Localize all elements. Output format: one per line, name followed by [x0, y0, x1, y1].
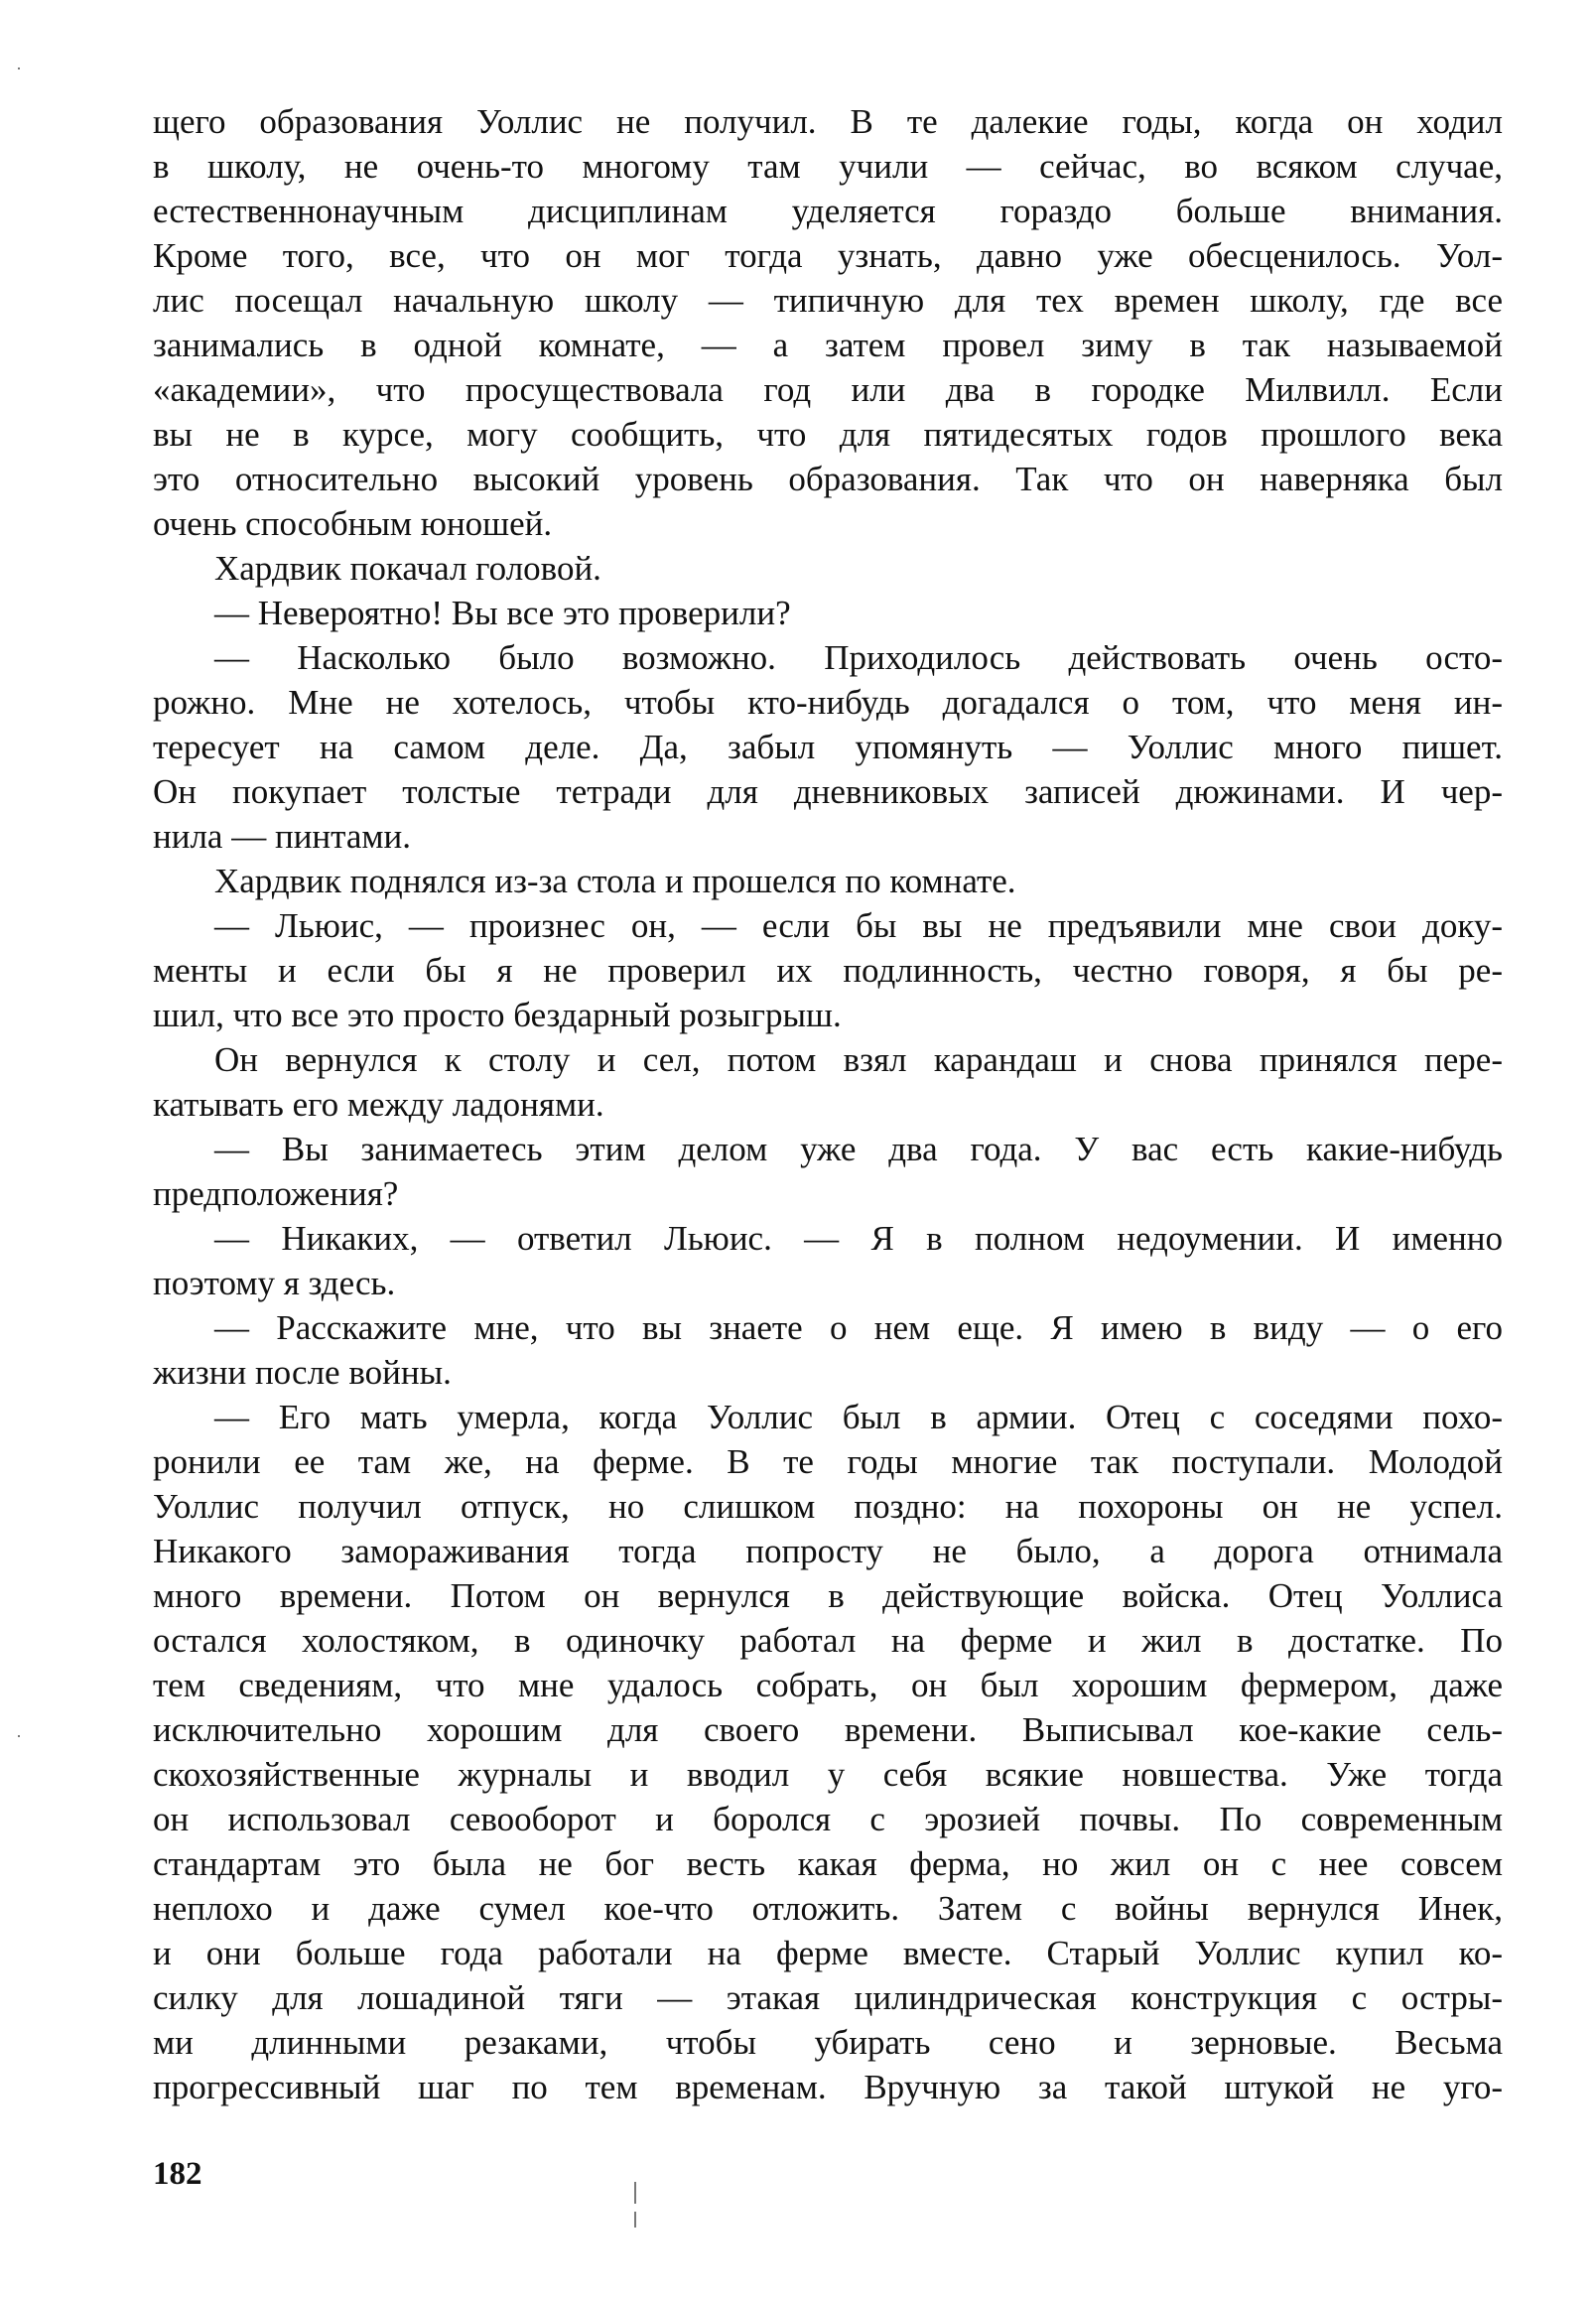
text-line: тем сведениям, что мне удалось собрать, он был хорошим фермером, даже: [153, 1666, 1503, 1704]
text-line: Уоллис получил отпуск, но слишком поздно: на похороны он не успел.: [153, 1487, 1503, 1526]
scan-mark-bottom: [634, 2182, 636, 2204]
text-line: менты и если бы я не проверил их подлинность, честно говоря, я бы ре-: [153, 951, 1503, 990]
text-line: ми длинными резаками, чтобы убирать сено и зерновые. Весьма: [153, 2023, 1503, 2062]
text-line: остался холостяком, в одиночку работал на ферме и жил в достатке. По: [153, 1621, 1503, 1660]
text-line: очень способным юношей.: [153, 504, 553, 543]
text-line: Кроме того, все, что он мог тогда узнать, давно уже обесценилось. Уол-: [153, 236, 1503, 275]
text-line: щего образования Уоллис не получил. В те далекие годы, когда он ходил: [153, 102, 1503, 141]
text-line: лис посещал начальную школу — типичную для тех времен школу, где все: [153, 281, 1503, 320]
text-line: «академии», что просуществовала год или два в городке Милвилл. Если: [153, 370, 1503, 409]
text-line: исключительно хорошим для своего времени. Выписывал кое-какие сель-: [153, 1710, 1503, 1749]
scan-mark-top-left: [18, 68, 20, 69]
text-line: Он покупает толстые тетради для дневниковых записей дюжинами. И чер-: [153, 772, 1503, 811]
text-line: он использовал севооборот и боролся с эрозией почвы. По современным: [153, 1800, 1503, 1838]
text-line: рожно. Мне не хотелось, чтобы кто-нибудь догадался о том, что меня ин-: [153, 683, 1503, 722]
text-line: занимались в одной комнате, — а затем провел зиму в так называемой: [153, 326, 1503, 364]
text-line: ронили ее там же, на ферме. В те годы многие так поступали. Молодой: [153, 1442, 1503, 1481]
text-line: шил, что все это просто бездарный розыгрыш.: [153, 996, 842, 1034]
text-line: катывать его между ладонями.: [153, 1085, 604, 1124]
text-line: жизни после войны.: [153, 1353, 452, 1392]
text-line: Хардвик покачал головой.: [214, 549, 601, 588]
text-line: прогрессивный шаг по тем временам. Вручную за такой штукой не уго-: [153, 2068, 1503, 2106]
text-line: — Расскажите мне, что вы знаете о нем еще. Я имею в виду — о его: [214, 1308, 1503, 1347]
text-line: много времени. Потом он вернулся в действующие войска. Отец Уоллиса: [153, 1576, 1503, 1615]
text-line: — Никаких, — ответил Льюис. — Я в полном недоумении. И именно: [214, 1219, 1503, 1258]
text-line: тересует на самом деле. Да, забыл упомянуть — Уоллис много пишет.: [153, 728, 1503, 766]
text-line: — Невероятно! Вы все это проверили?: [214, 594, 791, 632]
page-number: 182: [153, 2156, 202, 2192]
text-line: предположения?: [153, 1174, 399, 1213]
text-line: Никакого замораживания тогда попросту не было, а дорога отнимала: [153, 1532, 1503, 1570]
text-line: неплохо и даже сумел кое-что отложить. Затем с войны вернулся Инек,: [153, 1889, 1503, 1928]
text-line: в школу, не очень-то многому там учили — сейчас, во всяком случае,: [153, 147, 1503, 186]
scan-mark-bottom-lower: [634, 2212, 636, 2228]
text-line: — Льюис, — произнес он, — если бы вы не предъявили мне свои доку-: [214, 906, 1503, 945]
text-line: и они больше года работали на ферме вместе. Старый Уоллис купил ко-: [153, 1934, 1503, 1972]
scan-mark-left: [18, 1735, 20, 1737]
text-line: поэтому я здесь.: [153, 1264, 396, 1302]
text-line: вы не в курсе, могу сообщить, что для пятидесятых годов прошлого века: [153, 415, 1503, 454]
text-line: это относительно высокий уровень образования. Так что он наверняка был: [153, 460, 1503, 498]
text-line: скохозяйственные журналы и вводил у себя всякие новшества. Уже тогда: [153, 1755, 1503, 1794]
text-line: — Его мать умерла, когда Уоллис был в армии. Отец с соседями похо-: [214, 1398, 1503, 1436]
text-line: Он вернулся к столу и сел, потом взял карандаш и снова принялся пере-: [214, 1040, 1503, 1079]
text-line: силку для лошадиной тяги — этакая цилиндрическая конструкция с остры-: [153, 1978, 1503, 2017]
text-line: нила — пинтами.: [153, 817, 412, 856]
text-line: естественнонаучным дисциплинам уделяется гораздо больше внимания.: [153, 192, 1503, 230]
page-text: [153, 99, 1503, 2109]
text-line: — Насколько было возможно. Приходилось действовать очень осто-: [214, 638, 1503, 677]
text-line: — Вы занимаетесь этим делом уже два года. У вас есть какие-нибудь: [214, 1130, 1503, 1168]
text-line: стандартам это была не бог весть какая ферма, но жил он с нее совсем: [153, 1844, 1503, 1883]
text-line: Хардвик поднялся из-за стола и прошелся по комнате.: [214, 862, 1016, 900]
